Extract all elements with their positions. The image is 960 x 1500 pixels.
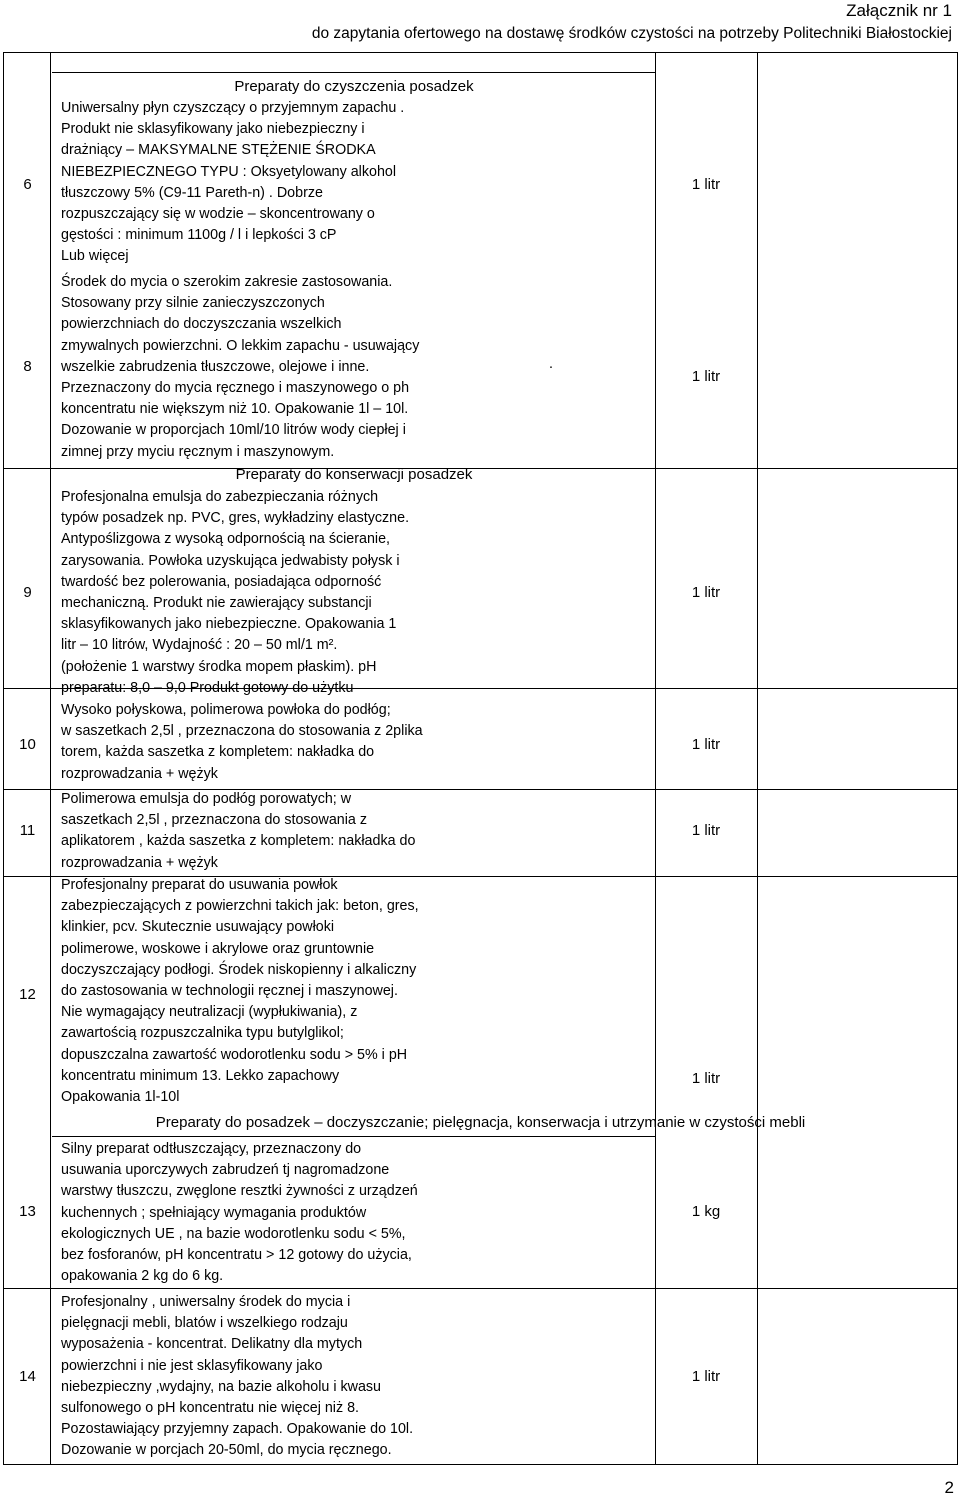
description-line: mechaniczną. Produkt nie zawierający substancji (61, 595, 372, 612)
product-quantity: 1 litr (691, 1070, 721, 1087)
product-description (61, 1292, 413, 1462)
row-number: 8 (23, 358, 32, 375)
description-line: wszelkie zabrudzenia tłuszczowe, olejowe i inne. (61, 358, 370, 375)
section-title-maintenance: Preparaty do konserwacji posadzek (235, 466, 473, 483)
description-line: Środek do mycia o szerokim zakresie zastosowania. (61, 274, 393, 290)
description-line: litr – 10 litrów, Wydajność : 20 – 50 ml/1 m². (61, 637, 338, 654)
description-line: warstwy tłuszczu, zwęglone resztki żywności z urządzeń (61, 1183, 418, 1200)
section-title-furniture: Preparaty do posadzek – doczyszczanie; pielęgnacja, konserwacja i utrzymanie w czystości mebli (155, 1114, 806, 1131)
product-description (61, 487, 409, 699)
description-line: twardość bez polerowania, posiadająca odporność (61, 573, 382, 590)
product-description (61, 272, 419, 463)
description-line: Profesjonalna emulsja do zabezpieczania różnych (61, 489, 379, 505)
description-line: preparatu: 8,0 – 9,0 Produkt gotowy do użytku (61, 679, 354, 696)
description-line: do zastosowania w technologii ręcznej i maszynowej. (61, 983, 398, 1000)
description-line: Profesjonalny , uniwersalny środek do mycia i (61, 1294, 351, 1310)
description-line: kuchennych ; spełniający wymagania produktów (61, 1204, 367, 1221)
row-number: 13 (19, 1203, 36, 1220)
description-line: wyposażenia - koncentrat. Delikatny dla mytych (61, 1336, 363, 1353)
product-description (61, 98, 404, 268)
description-line: Profesjonalny preparat do usuwania powłok (61, 877, 338, 893)
description-line: rozpuszczający się w wodzie – skoncentrowany o (61, 206, 375, 223)
description-line: powierzchniach do doczyszczania wszelkich (61, 316, 342, 333)
product-quantity: 1 litr (691, 822, 721, 839)
description-line: aplikatorem , każda saszetka z kompletem: nakładka do (61, 833, 416, 850)
description-line: tłuszczowy 5% (C9-11 Pareth-n) . Dobrze (61, 184, 323, 201)
description-line: koncentratu minimum 13. Lekko zapachowy (61, 1067, 340, 1084)
description-line: bez fosforanów, pH koncentratu > 12 gotowy do użycia, (61, 1247, 412, 1264)
section-title-cleaning: Preparaty do czyszczenia posadzek (234, 78, 474, 95)
description-line: sulfonowego o pH koncentratu nie więcej niż 8. (61, 1400, 360, 1417)
description-line: rozprowadzania + wężyk (61, 765, 218, 782)
product-description (61, 1139, 418, 1287)
description-line: usuwania uporczywych zabrudzeń tj nagromadzone (61, 1162, 390, 1179)
description-line: w saszetkach 2,5l , przeznaczona do stosowania z 2plika (61, 723, 423, 740)
product-quantity: 1 litr (691, 1368, 721, 1385)
description-line: Uniwersalny płyn czyszczący o przyjemnym zapachu . (61, 100, 405, 116)
description-line: doczyszczający podłogi. Środek niskopienny i alkaliczny (61, 961, 417, 978)
description-line: (położenie 1 warstwy środka mopem płaskim). pH (61, 658, 377, 675)
description-line: zmywalnych powierzchni. O lekkim zapachu - usuwający (61, 337, 420, 354)
description-line: sklasyfikowanych jako niebezpieczne. Opakowania 1 (61, 616, 397, 633)
description-line: niebezpieczny ,wydajny, na bazie alkoholu i kwasu (61, 1378, 382, 1395)
description-line: klinkier, pcv. Skutecznie usuwający powłoki (61, 919, 335, 936)
product-description (61, 875, 419, 1108)
row-number: 12 (19, 986, 36, 1003)
product-quantity: 1 litr (691, 736, 721, 753)
product-description (61, 789, 415, 874)
product-quantity: 1 litr (691, 584, 721, 601)
description-line: typów posadzek np. PVC, gres, wykładziny elastyczne. (61, 510, 410, 527)
description-line: Dozowanie w proporcjach 10ml/10 litrów wody ciepłej i (61, 422, 406, 439)
description-line: rozprowadzania + wężyk (61, 854, 218, 871)
description-line: opakowania 2 kg do 6 kg. (61, 1268, 224, 1285)
description-line: gęstości : minimum 1100g / l i lepkości 3 cP (61, 227, 337, 244)
description-line: saszetkach 2,5l , przeznaczona do stosowania z (61, 812, 367, 829)
description-line: zimnej przy myciu ręcznym i maszynowym. (61, 443, 335, 460)
description-line: Nie wymagający neutralizacji (wypłukiwania), z (61, 1004, 358, 1021)
description-line: pielęgnacji mebli, blatów i wszelkiego rodzaju (61, 1315, 348, 1332)
annex-title: Załącznik nr 1 (846, 1, 952, 20)
row-number: 6 (23, 176, 32, 193)
description-line: drażniący – MAKSYMALNE STĘŻENIE ŚRODKA (61, 142, 376, 159)
description-line: Przeznaczony do mycia ręcznego i maszynowego o ph (61, 380, 410, 397)
description-line: zawartością rozpuszczalnika typu butylglikol; (61, 1025, 344, 1042)
description-line: Wysoko połyskowa, polimerowa powłoka do podłóg; (61, 702, 391, 718)
description-line: Pozostawiający przyjemny zapach. Opakowanie do 10l. (61, 1421, 414, 1438)
description-line: ekologicznych UE , na bazie wodorotlenku sodu < 5%, (61, 1225, 406, 1242)
stray-dot: . (549, 356, 553, 372)
description-line: dopuszczalna zawartość wodorotlenku sodu > 5% i pH (61, 1046, 408, 1063)
description-line: Dozowanie w porcjach 20-50ml, do mycia ręcznego. (61, 1442, 392, 1459)
description-line: zarysowania. Powłoka uzyskująca jedwabisty połysk i (61, 552, 400, 569)
product-description (61, 700, 423, 785)
description-line: Antypoślizgowa z wysoką odpornością na ścieranie, (61, 531, 391, 548)
description-line: polimerowe, woskowe i akrylowe oraz gruntownie (61, 940, 375, 957)
description-line: koncentratu nie większym niż 10. Opakowanie 1l – 10l. (61, 401, 409, 418)
description-line: Produkt nie sklasyfikowany jako niebezpieczny i (61, 121, 365, 138)
document-subtitle: do zapytania ofertowego na dostawę środków czystości na potrzeby Politechniki Białostockiej (311, 25, 952, 42)
product-quantity: 1 litr (691, 368, 721, 385)
row-number: 11 (19, 822, 36, 839)
description-line: Polimerowa emulsja do podłóg porowatych; w (61, 791, 352, 807)
description-line: zabezpieczających z powierzchni takich jak: beton, gres, (61, 898, 419, 915)
row-number: 14 (19, 1368, 36, 1385)
product-quantity: 1 kg (691, 1203, 721, 1220)
description-line: Opakowania 1l-10l (61, 1089, 180, 1106)
row-number: 10 (19, 736, 36, 753)
product-quantity: 1 litr (691, 176, 721, 193)
page-number: 2 (944, 1478, 954, 1497)
row-number: 9 (23, 584, 32, 601)
description-line: powierzchni i nie jest sklasyfikowany jako (61, 1357, 323, 1374)
description-line: Lub więcej (61, 248, 129, 265)
description-line: NIEBEZPIECZNEGO TYPU : Oksyetylowany alkohol (61, 163, 397, 180)
description-line: Silny preparat odtłuszczający, przeznaczony do (61, 1141, 362, 1157)
description-line: Stosowany przy silnie zanieczyszczonych (61, 295, 325, 312)
description-line: torem, każda saszetka z kompletem: nakładka do (61, 744, 375, 761)
